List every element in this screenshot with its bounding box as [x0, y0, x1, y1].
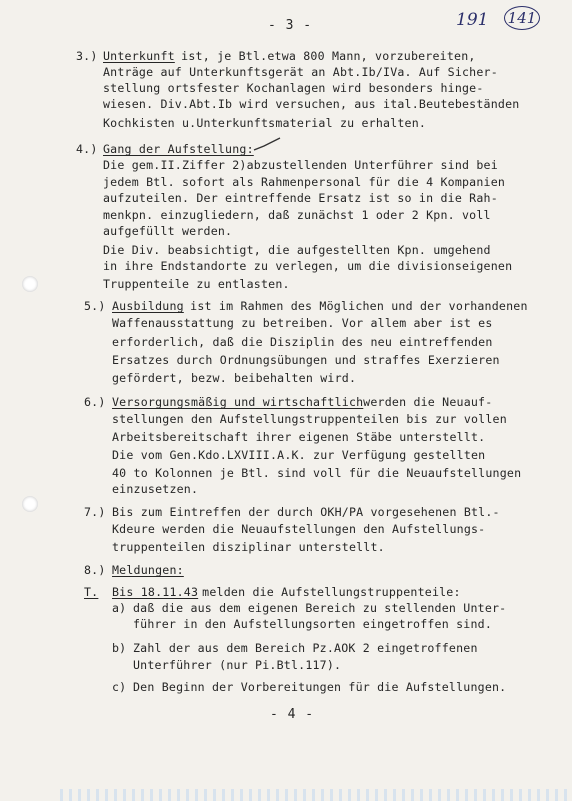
punch-hole-top [22, 276, 38, 292]
circled-stamp-number: 141 [504, 6, 540, 30]
section-6-number: 6.) [84, 395, 106, 409]
meldungen-item-label: a) [112, 601, 127, 615]
meldungen-marker: T. [84, 585, 99, 599]
meldungen-item-line: Den Beginn der Vorbereitungen für die Aufstellungen. [133, 680, 507, 694]
section-5-number: 5.) [84, 299, 106, 313]
section-7-line: Kdeure werden die Neuaufstellungen den Aufstellungs- [112, 522, 486, 536]
section-5-line: Waffenausstattung zu betreiben. Vor allem aber ist es [112, 316, 493, 330]
section-4-heading: Gang der Aufstellung: [103, 142, 254, 156]
handwritten-folio: 191 [456, 10, 489, 30]
meldungen-item-line: Zahl der aus dem Bereich Pz.AOK 2 eingetroffenen [133, 641, 478, 655]
page-number-bottom: - 4 - [270, 707, 315, 722]
section-4-line: Die gem.II.Ziffer 2)abzustellenden Unterführer sind bei [103, 158, 498, 172]
section-6-line: einzusetzen. [112, 482, 199, 496]
section-4-number: 4.) [76, 142, 98, 156]
section-5-line: erforderlich, daß die Disziplin des neu eintreffenden [112, 335, 493, 349]
section-7-line: truppenteilen disziplinar unterstellt. [112, 540, 385, 554]
section-3-line: stellung ortsfester Kochanlagen wird besonders hinge- [103, 81, 484, 95]
section-5-line: gefördert, bezw. beibehalten wird. [112, 371, 357, 385]
section-3-line: Kochkisten u.Unterkunftsmaterial zu erhalten. [103, 116, 427, 130]
section-4-line: aufgefüllt werden. [103, 224, 233, 238]
section-8-heading: Meldungen: [112, 563, 184, 577]
section-4-line: menkpn. einzugliedern, daß zunächst 1 oder 2 Kpn. voll [103, 208, 491, 222]
section-3-heading: Unterkunft [103, 49, 175, 63]
section-6-line: werden die Neuauf- [356, 395, 493, 409]
punch-hole-bottom [22, 496, 38, 512]
section-5-line: ist im Rahmen des Möglichen und der vorhandenen [183, 299, 528, 313]
section-6-line: Arbeitsbereitschaft ihrer eigenen Stäbe unterstellt. [112, 430, 486, 444]
section-3-number: 3.) [76, 49, 98, 63]
section-4-line: aufzuteilen. Der eintreffende Ersatz ist so in die Rah- [103, 191, 498, 205]
section-4-line: in ihre Endstandorte zu verlegen, um die divisionseigenen [103, 259, 513, 273]
section-7-number: 7.) [84, 505, 106, 519]
section-5-heading: Ausbildung [112, 299, 184, 313]
meldungen-item-line: daß die aus dem eigenen Bereich zu stellenden Unter- [133, 601, 507, 615]
section-4-line: Die Div. beabsichtigt, die aufgestellten Kpn. umgehend [103, 243, 491, 257]
scan-artifact-strip [60, 789, 572, 801]
section-4-line: Truppenteile zu entlasten. [103, 277, 290, 291]
section-6-heading: Versorgungsmäßig und wirtschaftlich [112, 395, 364, 409]
section-6-line: stellungen den Aufstellungstruppenteilen bis zur vollen [112, 412, 507, 426]
meldungen-intro: melden die Aufstellungstruppenteile: [195, 585, 461, 599]
meldungen-item-label: c) [112, 680, 127, 694]
section-6-line: 40 to Kolonnen je Btl. sind voll für die Neuaufstellungen [112, 466, 522, 480]
pencil-check-mark [252, 136, 282, 154]
section-5-line: Ersatzes durch Ordnungsübungen und straffes Exerzieren [112, 353, 500, 367]
meldungen-item-line: Unterführer (nur Pi.Btl.117). [133, 658, 342, 672]
section-4-line: jedem Btl. sofort als Rahmenpersonal für die 4 Kompanien [103, 175, 506, 189]
section-3-line: wiesen. Div.Abt.Ib wird versuchen, aus ital.Beutebeständen [103, 97, 520, 111]
meldungen-item-line: führer in den Aufstellungsorten eingetroffen sind. [133, 617, 493, 631]
section-7-line: Bis zum Eintreffen der durch OKH/PA vorgesehenen Btl.- [112, 505, 500, 519]
meldungen-date: Bis 18.11.43 [112, 585, 199, 599]
section-3-line: Anträge auf Unterkunftsgerät an Abt.Ib/IVa. Auf Sicher- [103, 65, 498, 79]
page-number-top: - 3 - [268, 18, 313, 33]
section-6-line: Die vom Gen.Kdo.LXVIII.A.K. zur Verfügung gestellten [112, 448, 486, 462]
section-8-number: 8.) [84, 563, 106, 577]
section-3-line: ist, je Btl.etwa 800 Mann, vorzubereiten, [174, 49, 476, 63]
meldungen-item-label: b) [112, 641, 127, 655]
